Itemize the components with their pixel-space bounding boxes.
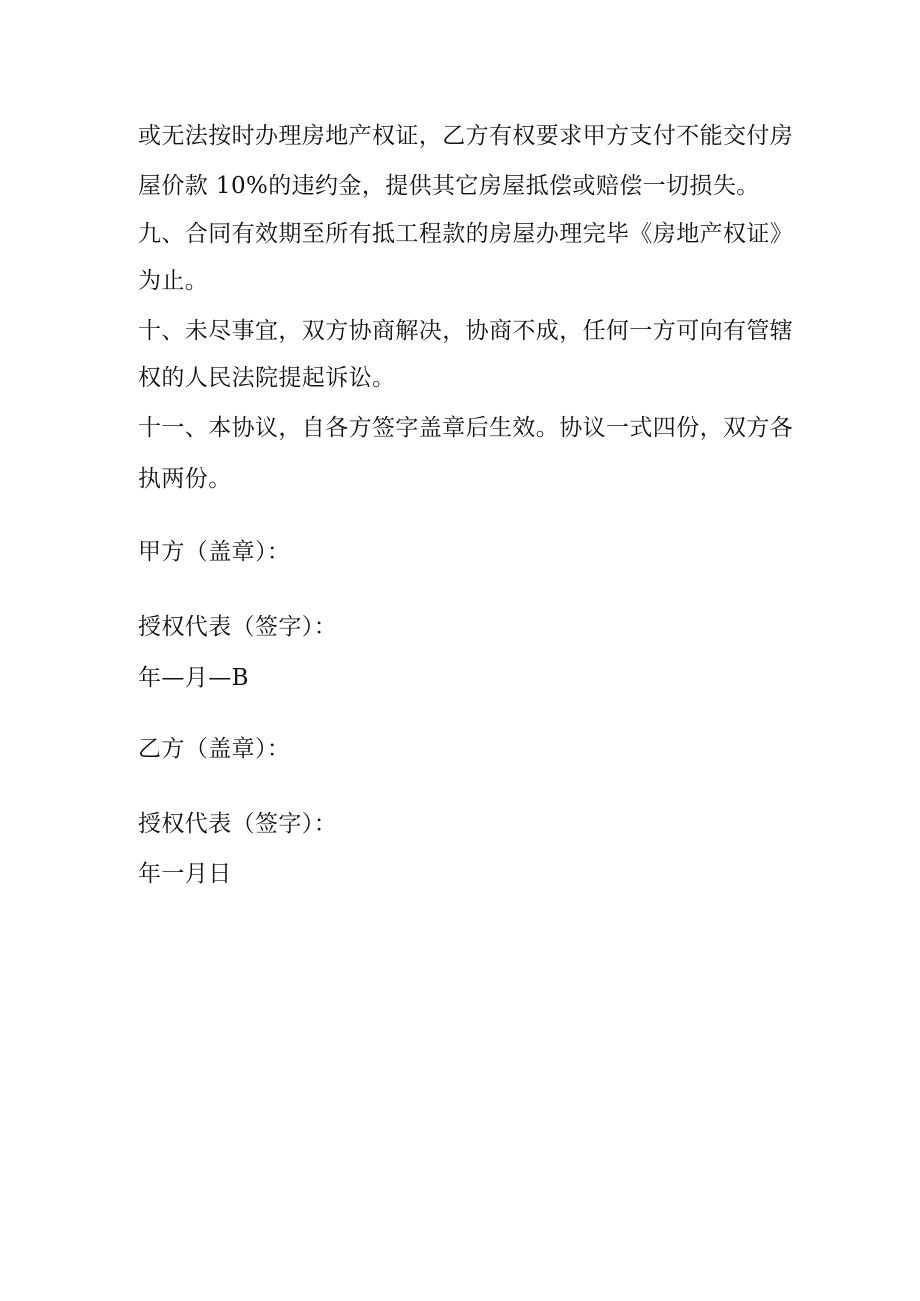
party-a-representative: 授权代表（签字）： — [138, 614, 338, 640]
clause-8-line-2: 屋价款 10%的违约金，提供其它房屋抵偿或赔偿一切损失。 — [138, 173, 760, 199]
party-a-seal: 甲方（盖章）： — [138, 539, 291, 565]
clause-9-line-1: 九、合同有效期至所有抵工程款的房屋办理完毕《房地产权证》 — [138, 221, 794, 247]
clause-11-line-1: 十一、本协议，自各方签字盖章后生效。协议一式四份，双方各 — [138, 415, 794, 441]
party-a-date: 年—月—B — [138, 665, 249, 691]
clause-9-line-2: 为止。 — [138, 268, 209, 294]
clause-8-line-1: 或无法按时办理房地产权证，乙方有权要求甲方支付不能交付房 — [138, 123, 794, 149]
clause-10-line-1: 十、未尽事宜，双方协商解决，协商不成，任何一方可向有管辖 — [138, 318, 794, 344]
party-b-date: 年一月日 — [138, 861, 232, 887]
party-b-representative: 授权代表（签字）： — [138, 811, 338, 837]
clause-11-line-2: 执两份。 — [138, 466, 232, 492]
clause-10-line-2: 权的人民法院提起诉讼。 — [138, 365, 396, 391]
party-b-seal: 乙方（盖章）： — [138, 736, 291, 762]
